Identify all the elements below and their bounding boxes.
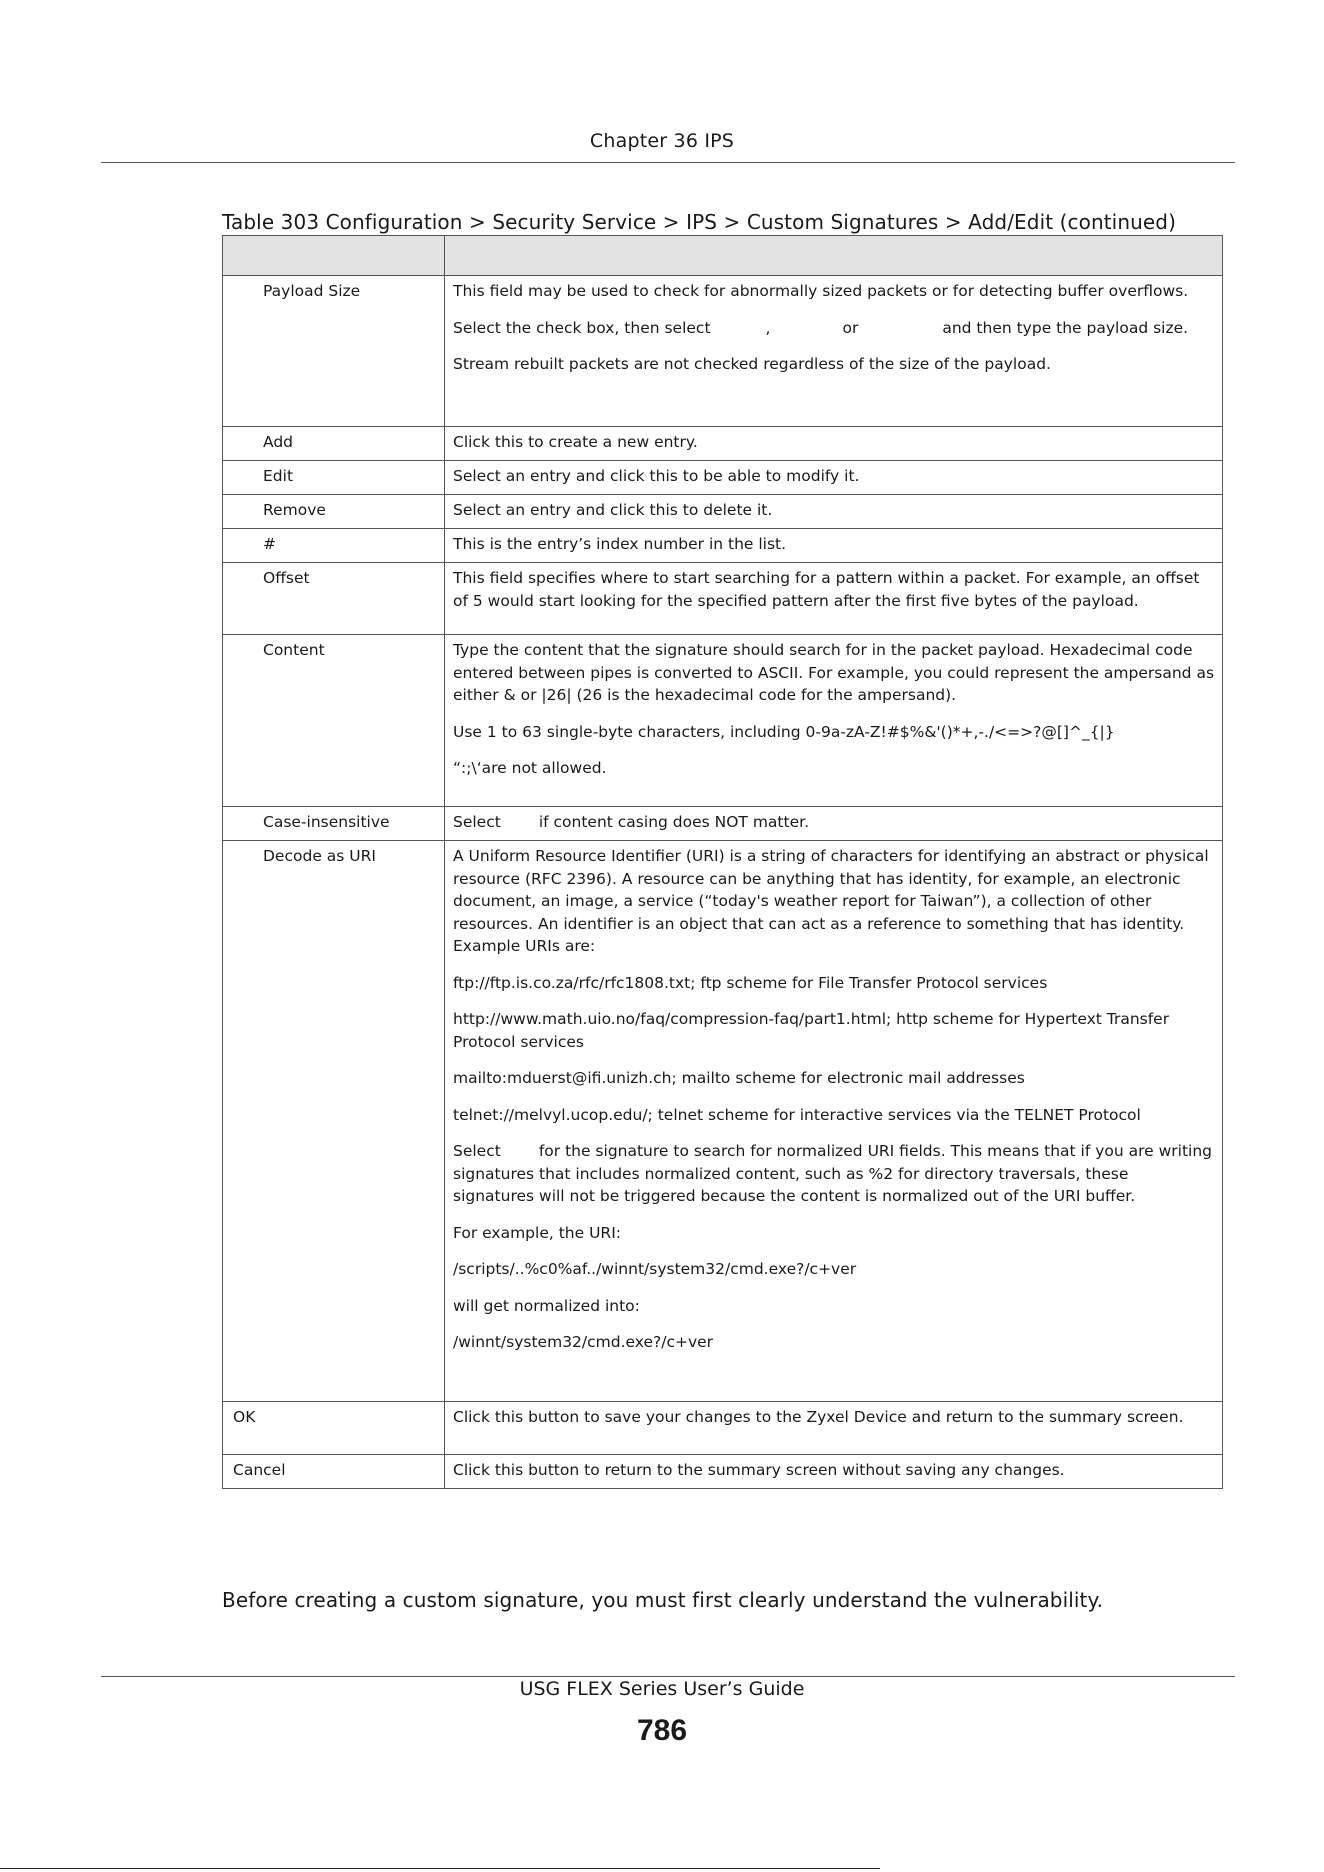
row-description: This field specifies where to start searching for a pattern within a packet. For example, an offset of 5 would start looking for the specified pattern after the first five bytes of the payload. [445,563,1223,635]
table-row [223,807,1223,841]
row-label: Add [223,427,445,461]
description-paragraph [453,317,1214,340]
text-fragment: Select the check box, then select [453,318,711,337]
description-paragraph: Use 1 to 63 single-byte characters, including 0-9a-zA-Z!#$%&'()*+,-./<=>?@[]^_{|} [453,722,1115,741]
table-row [223,841,1223,1402]
header-cell-label [223,236,445,276]
row-description: Click this button to save your changes to the Zyxel Device and return to the summary screen. [445,1402,1223,1455]
field-table [222,235,1222,1489]
description-paragraph: mailto:mduerst@ifi.unizh.ch; mailto scheme for electronic mail addresses [453,1069,1025,1087]
row-label: Offset [223,563,445,635]
body-paragraph: Before creating a custom signature, you must first clearly understand the vulnerability. [222,1588,1104,1612]
header-divider [101,162,1235,163]
description-paragraph: For example, the URI: [453,1223,621,1242]
description-paragraph: /scripts/..%c0%af../winnt/system32/cmd.exe?/c+ver [453,1260,857,1278]
row-label: Cancel [223,1455,445,1489]
row-label: Decode as URI [223,841,445,1402]
row-label: Edit [223,461,445,495]
table-header-row [223,236,1223,276]
table-row [223,427,1223,461]
description-paragraph: Stream rebuilt packets are not checked regardless of the size of the payload. [453,355,1051,373]
text-fragment: Select [453,1142,501,1160]
description-paragraph: A Uniform Resource Identifier (URI) is a string of characters for identifying an abstract or physical resource (RFC 2396). A resource can be anything that has identity, for example, an electronic document, an image, a service (“today's weather report for Taiwan”), a collection of other resources. An identifier is an object that can act as a reference to something that has identity. Example URIs are: [453,847,1209,955]
table-row [223,276,1223,427]
description-paragraph: “:;\‘are not allowed. [453,759,607,777]
table-row [223,529,1223,563]
description-paragraph: http://www.math.uio.no/faq/compression-faq/part1.html; http scheme for Hypertext Transfer Protocol services [453,1010,1170,1051]
chapter-header: Chapter 36 IPS [589,130,735,152]
row-description: This is the entry’s index number in the list. [445,529,1223,563]
description-paragraph: Type the content that the signature should search for in the packet payload. Hexadecimal code entered between pipes is converted to ASCII. For example, you could represent the ampersand as either & or |26| (26 is the hexadecimal code for the ampersand). [453,641,1215,704]
description-paragraph: /winnt/system32/cmd.exe?/c+ver [453,1333,714,1351]
text-fragment: , [765,318,771,337]
table-row [223,495,1223,529]
table-caption: Table 303 Configuration > Security Service > IPS > Custom Signatures > Add/Edit (continued) [222,210,1176,234]
row-description [445,635,1223,807]
row-label: Case-insensitive [223,807,445,841]
table-row [223,1455,1223,1489]
table-row [223,461,1223,495]
row-description: Select an entry and click this to delete it. [445,495,1223,529]
text-fragment: or [842,318,859,337]
row-description [445,276,1223,427]
description-paragraph: telnet://melvyl.ucop.edu/; telnet scheme for interactive services via the TELNET Protocol [453,1105,1141,1124]
description-paragraph: This field may be used to check for abnormally sized packets or for detecting buffer overflows. [453,282,1189,300]
header-cell-description [445,236,1223,276]
description-paragraph [453,1140,1214,1208]
row-description: Click this button to return to the summary screen without saving any changes. [445,1455,1223,1489]
text-fragment: if content casing does NOT matter. [538,813,809,831]
row-label: OK [223,1402,445,1455]
text-fragment: for the signature to search for normalized URI fields. This means that if you are writing signatures that includes normalized content, such as %2 for directory traversals, these signatures will not be triggered because the content is normalized out of the URI buffer. [453,1142,1213,1205]
page-number: 786 [636,1714,688,1747]
text-fragment: Select [453,813,501,831]
footer-guide-title: USG FLEX Series User’s Guide [519,1678,805,1700]
row-description [445,807,1223,841]
row-description [445,841,1223,1402]
description-paragraph: will get normalized into: [453,1296,640,1315]
bottom-edge-line [0,1868,880,1869]
table-row [223,1402,1223,1455]
row-description: Click this to create a new entry. [445,427,1223,461]
footer-divider [101,1676,1235,1677]
row-label: # [223,529,445,563]
description-paragraph: ftp://ftp.is.co.za/rfc/rfc1808.txt; ftp scheme for File Transfer Protocol services [453,973,1048,992]
text-fragment: and then type the payload size. [942,318,1189,337]
row-label: Remove [223,495,445,529]
table-row [223,635,1223,807]
row-label: Content [223,635,445,807]
table-row [223,563,1223,635]
row-description: Select an entry and click this to be able to modify it. [445,461,1223,495]
row-label: Payload Size [223,276,445,427]
